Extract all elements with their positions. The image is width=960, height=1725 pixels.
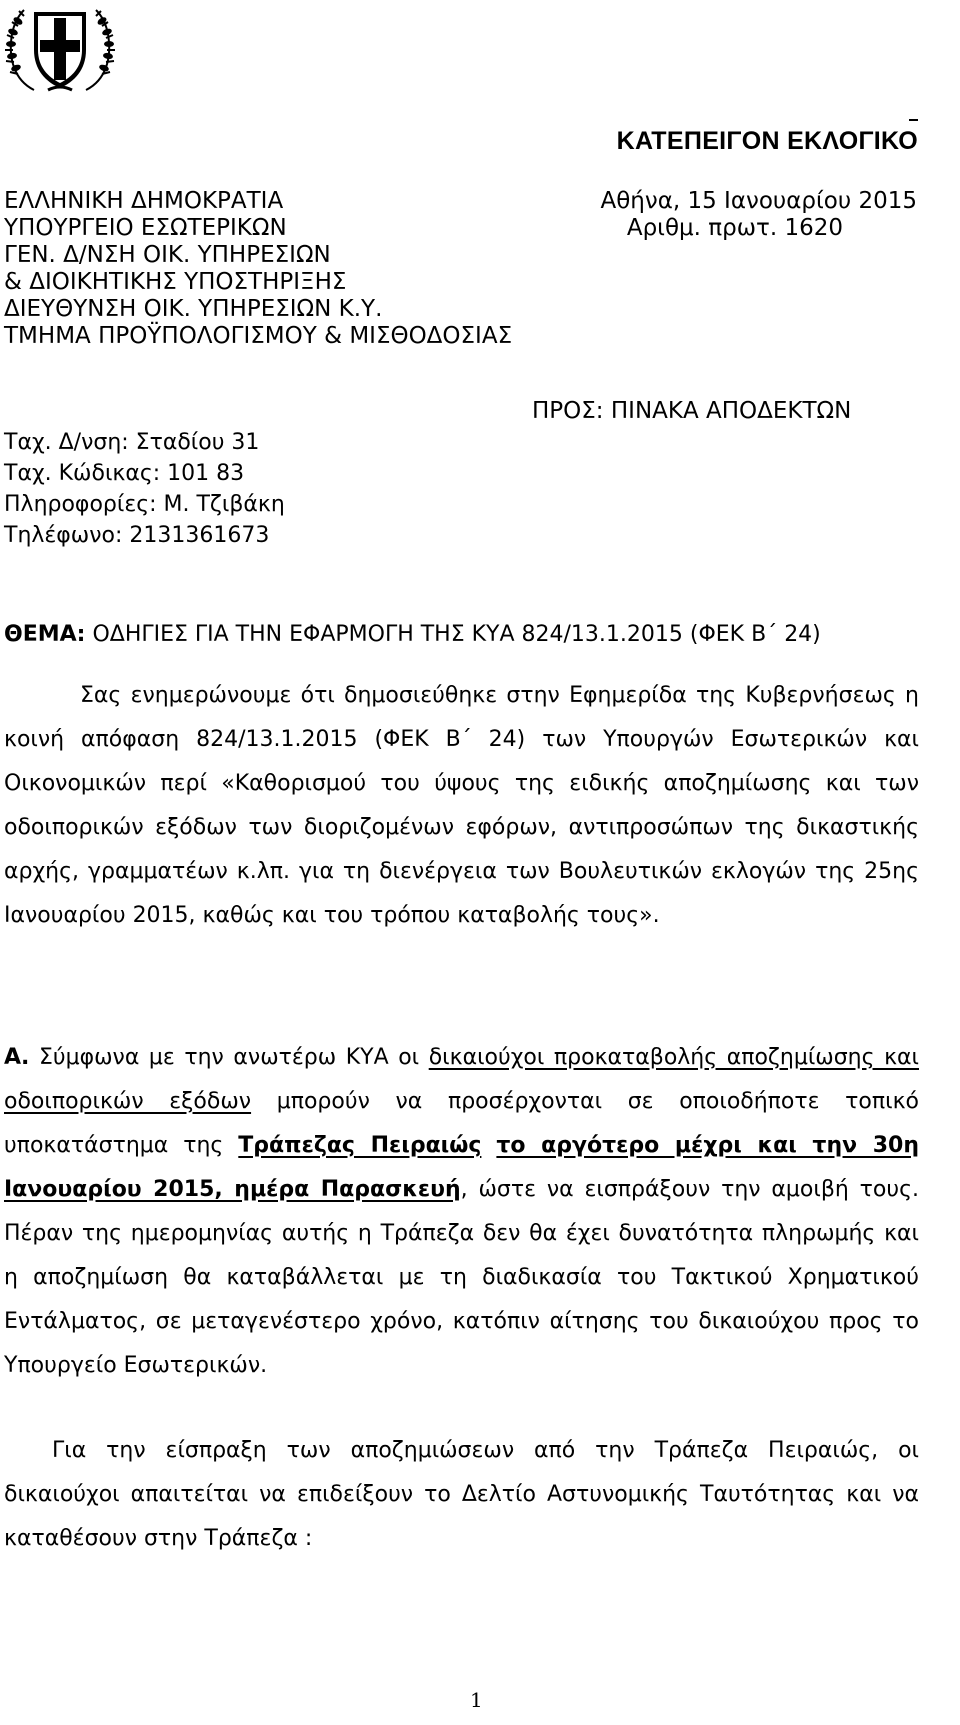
sender-line: ΕΛΛΗΝΙΚΗ ΔΗΜΟΚΡΑΤΙΑ — [4, 188, 284, 214]
urgent-label: ΚΑΤΕΠΕΙΓΟΝ ΕΚΛΟΓΙΚΟ — [616, 127, 918, 155]
body-paragraph-3 — [4, 1429, 919, 1561]
sender-line: ΔΙΕΥΘΥΝΣΗ ΟΙΚ. ΥΠΗΡΕΣΙΩΝ Κ.Υ. — [4, 296, 383, 322]
contact-line: Τηλέφωνο: 2131361673 — [4, 523, 270, 548]
contact-line: Ταχ. Κώδικας: 101 83 — [4, 461, 245, 486]
contact-line: Πληροφορίες: Μ. Τζιβάκη — [4, 492, 285, 517]
date-line: Αθήνα, 15 Ιανουαρίου 2015 — [600, 188, 917, 214]
paragraph-text: μπορούν να προσέρχονται σε οποιοδήποτε τοπικό υποκατάστημα της — [4, 1089, 919, 1158]
section-a-label: Α. — [4, 1045, 30, 1070]
bank-name: Τράπεζας Πειραιώς — [238, 1133, 482, 1158]
paragraph-text — [481, 1133, 496, 1158]
greek-coat-of-arms-icon — [4, 4, 116, 96]
sender-line: ΥΠΟΥΡΓΕΙΟ ΕΣΩΤΕΡΙΚΩΝ — [4, 215, 287, 241]
sender-block — [4, 188, 512, 350]
paragraph-text: Σύμφωνα με την ανωτέρω ΚΥΑ οι — [29, 1045, 429, 1070]
sender-line: ΓΕΝ. Δ/ΝΣΗ ΟΙΚ. ΥΠΗΡΕΣΙΩΝ — [4, 242, 331, 268]
deadline-text: το αργότερο μέχρι και την 30η Ιανουαρίου 2015, ημέρα Παρασκευή — [4, 1133, 919, 1202]
protocol-line: Αριθμ. πρωτ. 1620 — [626, 215, 843, 241]
sender-line: & ΔΙΟΙΚΗΤΙΚΗΣ ΥΠΟΣΤΗΡΙΞΗΣ — [4, 269, 347, 295]
body-paragraph-3-text: Για την είσπραξη των αποζημιώσεων από την Τράπεζα Πειραιώς, οι δικαιούχοι απαιτείται να επιδείξουν το Δελτίο Αστυνομικής Ταυτότητας και να καταθέσουν στην Τράπεζα : — [4, 1438, 919, 1551]
page-number: 1 — [470, 1688, 483, 1712]
body-paragraph-1-text: Σας ενημερώνουμε ότι δημοσιεύθηκε στην Εφημερίδα της Κυβερνήσεως η κοινή απόφαση 824/13.1.2015 (ΦΕΚ Β΄ 24) των Υπουργών Εσωτερικών και Οικονομικών περί «Καθορισμού του ύψους της ειδικής αποζημίωσης και των οδοιπορικών εξόδων των διοριζομένων εφόρων, αντιπροσώπων της δικαστικής αρχής, γραμματέων κ.λπ. για τη διενέργεια των Βουλευτικών εκλογών της 25ης Ιανουαρίου 2015, καθώς και του τρόπου καταβολής τους». — [4, 683, 919, 928]
urgent-label-mark — [909, 119, 918, 121]
contact-line: Ταχ. Δ/νση: Σταδίου 31 — [4, 430, 260, 455]
body-paragraph-2 — [4, 1036, 919, 1388]
beneficiaries-underlined: δικαιούχοι προκαταβολής αποζημίωσης και οδοιπορικών εξόδων — [4, 1045, 919, 1114]
recipient-line: ΠΡΟΣ: ΠΙΝΑΚΑ ΑΠΟΔΕΚΤΩΝ — [532, 398, 852, 424]
sender-line: ΤΜΗΜΑ ΠΡΟΫΠΟΛΟΓΙΣΜΟΥ & ΜΙΣΘΟΔΟΣΙΑΣ — [4, 323, 513, 349]
subject-line — [4, 621, 821, 649]
date-block — [600, 188, 917, 242]
body-paragraph-1 — [4, 674, 919, 938]
paragraph-text: , ώστε να εισπράξουν την αμοιβή τους. Πέραν της ημερομηνίας αυτής η Τράπεζα δεν θα έχει δυνατότητα πληρωμής και η αποζημίωση θα καταβάλλεται με τη διαδικασία του Τακτικού Χρηματικού Εντάλματος, σε μεταγενέστερο χρόνο, κατόπιν αίτησης του δικαιούχου προς το Υπουργείο Εσωτερικών. — [4, 1177, 919, 1378]
subject-text: ΟΔΗΓΙΕΣ ΓΙΑ ΤΗΝ ΕΦΑΡΜΟΓΗ ΤΗΣ ΚΥΑ 824/13.1.2015 (ΦΕΚ Β΄ 24) — [85, 622, 821, 647]
contact-block — [4, 428, 285, 552]
subject-label: ΘΕΜΑ: — [4, 622, 86, 647]
